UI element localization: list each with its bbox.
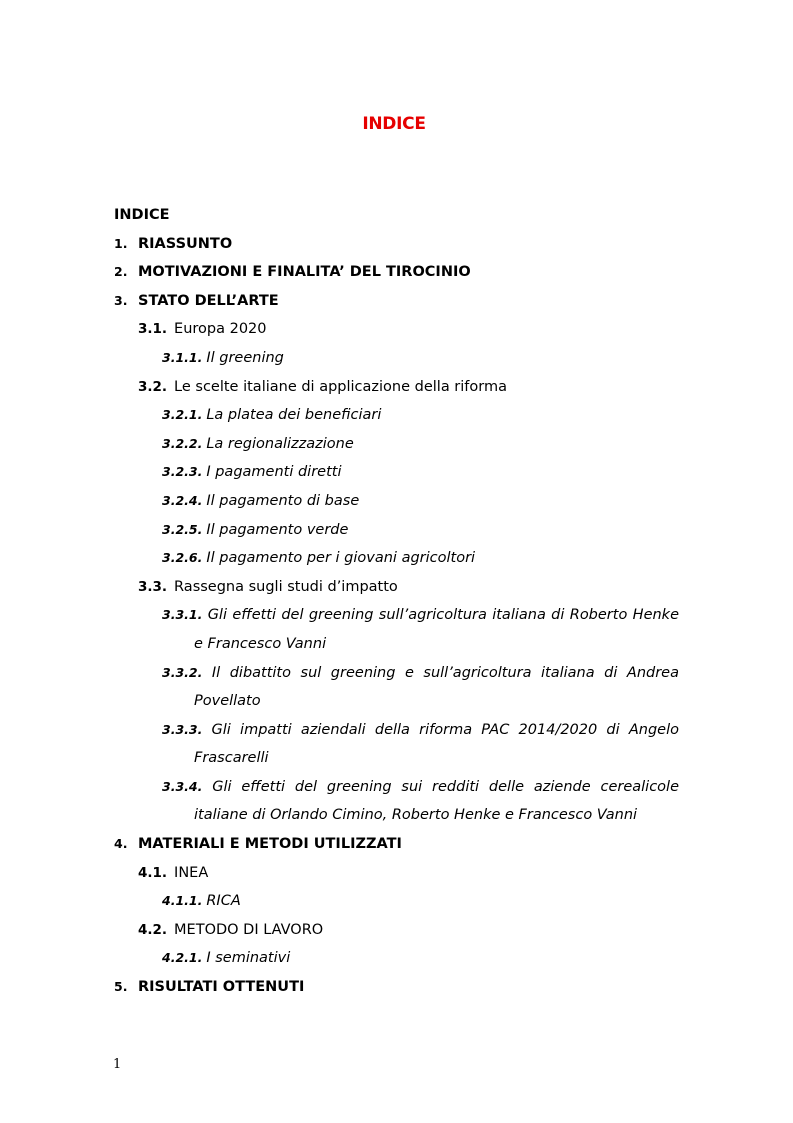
toc-entry-3-2-3 — [114, 458, 679, 487]
toc-entry-3-2-6 — [114, 544, 679, 573]
toc-number: 4.1.1. — [162, 893, 203, 909]
toc-number: 3.2.5. — [162, 521, 203, 537]
toc-text: Il pagamento di base — [206, 492, 360, 509]
toc-number: 3.2.4. — [162, 492, 203, 508]
toc-text: Gli impatti aziendali della riforma PAC 2014/2020 di Angelo — [211, 721, 679, 738]
toc-text: Il dibattito sul greening e sull’agricoltura italiana di Andrea — [211, 664, 679, 681]
toc-text: METODO DI LAVORO — [174, 921, 324, 938]
toc-number: 4.2.1. — [162, 950, 203, 966]
toc-number: 5. — [114, 979, 128, 995]
toc-entry-3-2-1 — [114, 401, 679, 430]
toc-entry-3-1-1 — [114, 344, 679, 373]
toc-entry-3-2-4 — [114, 487, 679, 516]
toc-entry-5 — [114, 973, 679, 1002]
toc-entry-3-3-4 — [114, 773, 679, 830]
toc-text: MATERIALI E METODI UTILIZZATI — [138, 836, 402, 853]
toc-text: Il pagamento verde — [206, 521, 349, 538]
toc-number: 3.3.1. — [162, 607, 203, 623]
toc-text: Il greening — [206, 349, 284, 366]
toc-number: 4. — [114, 836, 128, 852]
toc-text-continued: Frascarelli — [194, 750, 269, 767]
page-title: INDICE — [362, 114, 426, 134]
toc-text: MOTIVAZIONI E FINALITA’ DEL TIROCINIO — [138, 264, 471, 281]
toc-number: 4.1. — [138, 864, 168, 881]
toc-number: 3.3.4. — [162, 778, 203, 794]
toc-text: La regionalizzazione — [206, 435, 354, 452]
toc-entry-4-1 — [114, 859, 679, 888]
toc-number: 3.2. — [138, 378, 168, 395]
toc-text: Rassegna sugli studi d’impatto — [174, 578, 398, 595]
toc-entry-3-2 — [114, 373, 679, 402]
toc-number: 3.3. — [138, 578, 168, 595]
toc-number: 3.2.6. — [162, 550, 203, 566]
toc-text: Gli effetti del greening sui redditi delle aziende cerealicole — [212, 778, 680, 795]
toc-entry-3-1 — [114, 315, 679, 344]
toc-text: INEA — [174, 864, 209, 881]
toc-entry-3-3-2 — [114, 659, 679, 716]
toc-text: Il pagamento per i giovani agricoltori — [206, 550, 476, 567]
toc-heading: INDICE — [114, 207, 170, 223]
toc-number: 2. — [114, 264, 128, 280]
toc-number: 3.2.3. — [162, 464, 203, 480]
toc-text: Europa 2020 — [174, 321, 267, 338]
toc-entry-3-3-1 — [114, 601, 679, 658]
table-of-contents — [114, 201, 679, 1002]
toc-number: 3. — [114, 292, 128, 308]
toc-text: STATO DELL’ARTE — [138, 292, 279, 309]
toc-number: 4.2. — [138, 921, 168, 938]
toc-entry-4-2 — [114, 916, 679, 945]
toc-entry-4 — [114, 830, 679, 859]
toc-text: RICA — [206, 893, 241, 910]
toc-entry-4-2-1 — [114, 944, 679, 973]
toc-entry-3-2-5 — [114, 516, 679, 545]
toc-number: 3.2.1. — [162, 407, 203, 423]
toc-entry-4-1-1 — [114, 887, 679, 916]
toc-entry-2 — [114, 258, 679, 287]
toc-text-continued: e Francesco Vanni — [194, 635, 327, 652]
toc-text: La platea dei beneficiari — [206, 407, 382, 424]
toc-text: Le scelte italiane di applicazione della riforma — [174, 378, 507, 395]
toc-entry-3 — [114, 287, 679, 316]
toc-text: RIASSUNTO — [138, 235, 233, 252]
toc-text: I pagamenti diretti — [206, 464, 342, 481]
toc-text-continued: Povellato — [194, 693, 261, 710]
toc-number: 3.1. — [138, 321, 168, 338]
toc-entry-3-2-2 — [114, 430, 679, 459]
toc-entry-3-3 — [114, 573, 679, 602]
toc-number: 3.1.1. — [162, 349, 203, 365]
toc-text: Gli effetti del greening sull’agricoltura italiana di Roberto Henke — [207, 607, 679, 624]
toc-number: 1. — [114, 235, 128, 251]
toc-number: 3.2.2. — [162, 435, 203, 451]
toc-text-continued: italiane di Orlando Cimino, Roberto Henke e Francesco Vanni — [194, 807, 638, 824]
toc-number: 3.3.2. — [162, 664, 203, 680]
toc-entry-3-3-3 — [114, 716, 679, 773]
page-number: 1 — [113, 1057, 122, 1072]
toc-text: I seminativi — [206, 950, 291, 967]
toc-entry-1 — [114, 230, 679, 259]
toc-number: 3.3.3. — [162, 721, 203, 737]
toc-text: RISULTATI OTTENUTI — [138, 979, 305, 996]
